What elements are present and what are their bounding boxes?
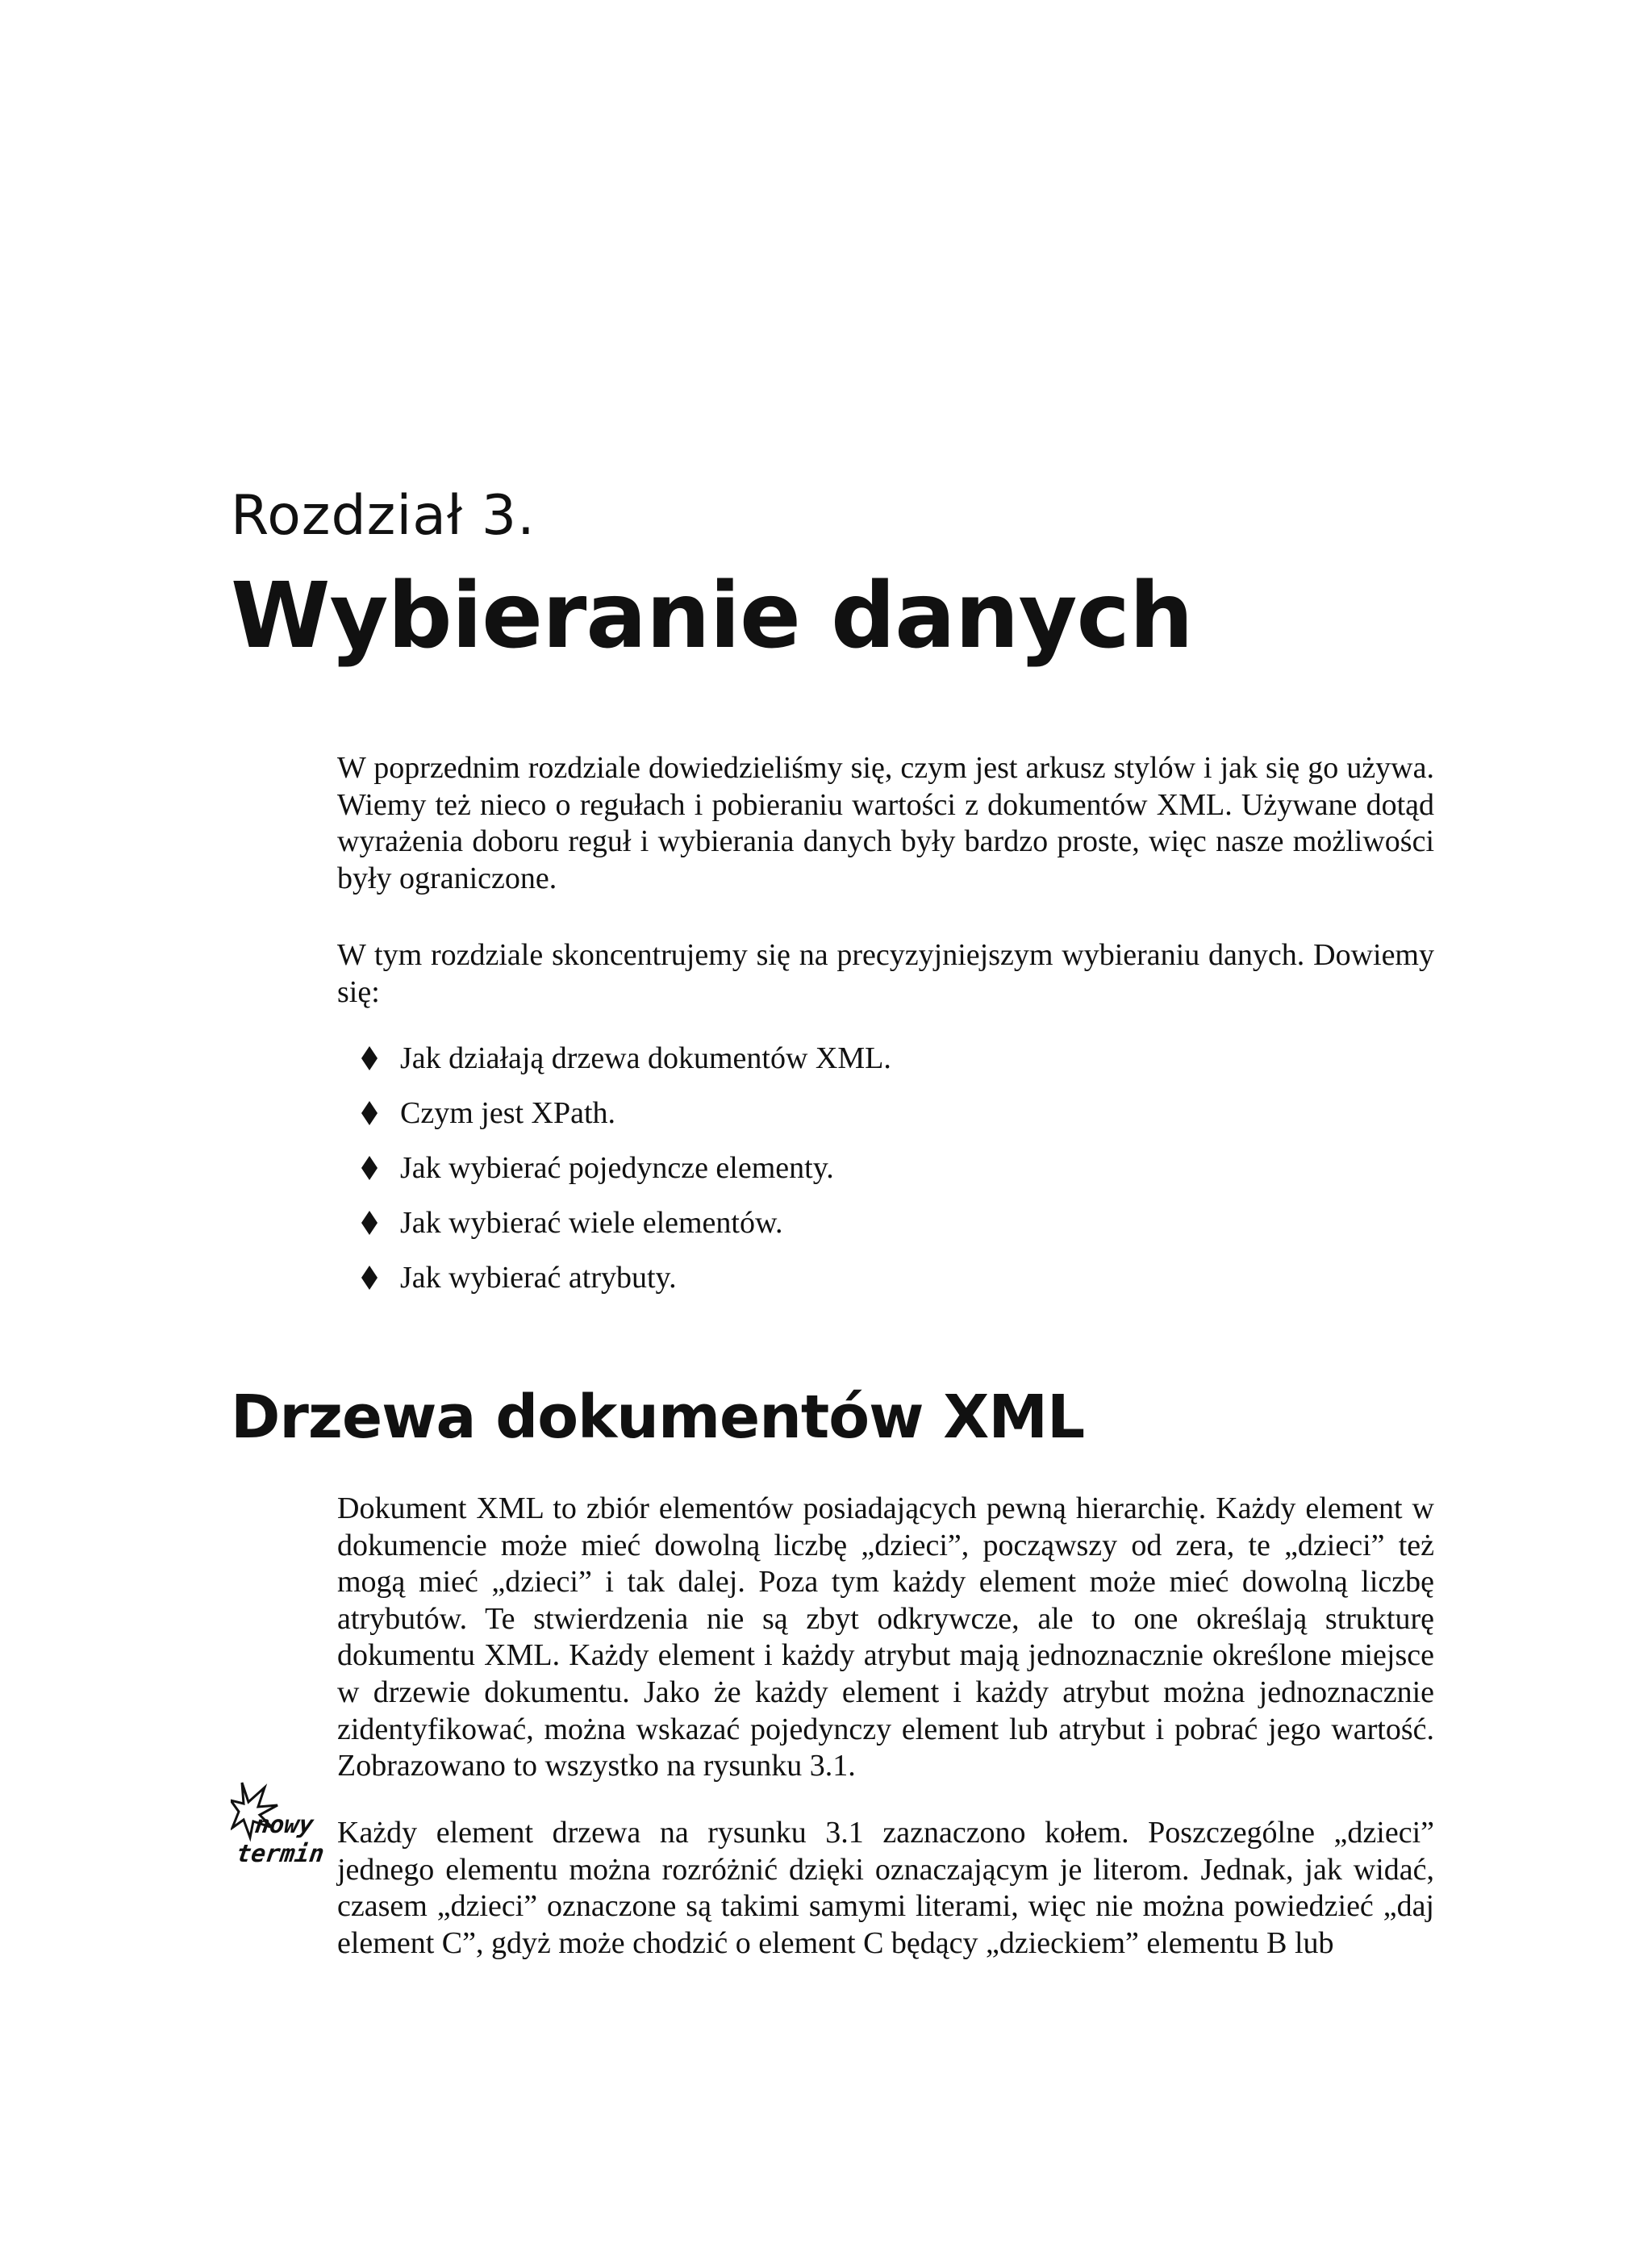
diamond-bullet-icon — [361, 1156, 400, 1180]
diamond-bullet-icon — [361, 1046, 400, 1070]
diamond-bullet-icon — [361, 1101, 400, 1125]
list-item-text: Czym jest XPath. — [400, 1096, 616, 1130]
icon-text-line: termin — [234, 1840, 326, 1868]
list-item-text: Jak wybierać wiele elementów. — [400, 1206, 783, 1240]
list-item — [361, 1250, 891, 1305]
chapter-label: Rozdział 3. — [231, 484, 536, 548]
icon-text-line: nowy — [252, 1811, 315, 1839]
section-paragraph: Każdy element drzewa na rysunku 3.1 zaznaczono kołem. Poszczególne „dzieci” jednego elementu można rozróżnić dzięki oznaczającym je literom. Jednak, jak widać, czasem „dzieci” oznaczone są takimi samymi literami, więc nie można powiedzieć „daj element C”, gdyż może chodzić o element C będący „dzieckiem” elementu B lub — [337, 1816, 1434, 1960]
list-item — [361, 1141, 891, 1195]
section-paragraph: Dokument XML to zbiór elementów posiadających pewną hierarchię. Każdy element w dokumencie może mieć dowolną liczbę „dzieci”, począwszy od zera, te „dzieci” też mogą mieć „dzieci” i tak dalej. Poza tym każdy element może mieć dowolną liczbę atrybutów. Te stwierdzenia nie są zbyt odkrywcze, ale to one określają strukturę dokumentu XML. Każdy element i każdy atrybut mają jednoznacznie określone miejsce w drzewie dokumentu. Jako że każdy element i każdy atrybut można jednoznacznie zidentyfikować, można wskazać pojedynczy element lub atrybut i pobrać jego wartość. Zobrazowano to wszystko na rysunku 3.1. — [337, 1491, 1434, 1783]
topic-list — [361, 1031, 891, 1305]
list-item — [361, 1086, 891, 1141]
diamond-bullet-icon — [361, 1211, 400, 1235]
list-item-text: Jak wybierać pojedyncze elementy. — [400, 1151, 834, 1185]
list-item-text: Jak wybierać atrybuty. — [400, 1261, 677, 1295]
new-term-icon — [231, 1781, 326, 1871]
list-item — [361, 1031, 891, 1086]
intro-paragraph: W poprzednim rozdziale dowiedzieliśmy się, czym jest arkusz stylów i jak się go używa. Wiemy też nieco o regułach i pobieraniu wartości z dokumentów XML. Używane dotąd wyrażenia doboru reguł i wybierania danych były bardzo proste, więc nasze możliwości były ograniczone. — [337, 751, 1434, 895]
intro-paragraph: W tym rozdziale skoncentrujemy się na precyzyjniejszym wybieraniu danych. Dowiemy się: — [337, 938, 1434, 1009]
list-item — [361, 1195, 891, 1250]
diamond-bullet-icon — [361, 1266, 400, 1290]
section-title: Drzewa dokumentów XML — [231, 1383, 1085, 1452]
chapter-title: Wybieranie danych — [231, 564, 1193, 669]
list-item-text: Jak działają drzewa dokumentów XML. — [400, 1041, 891, 1075]
